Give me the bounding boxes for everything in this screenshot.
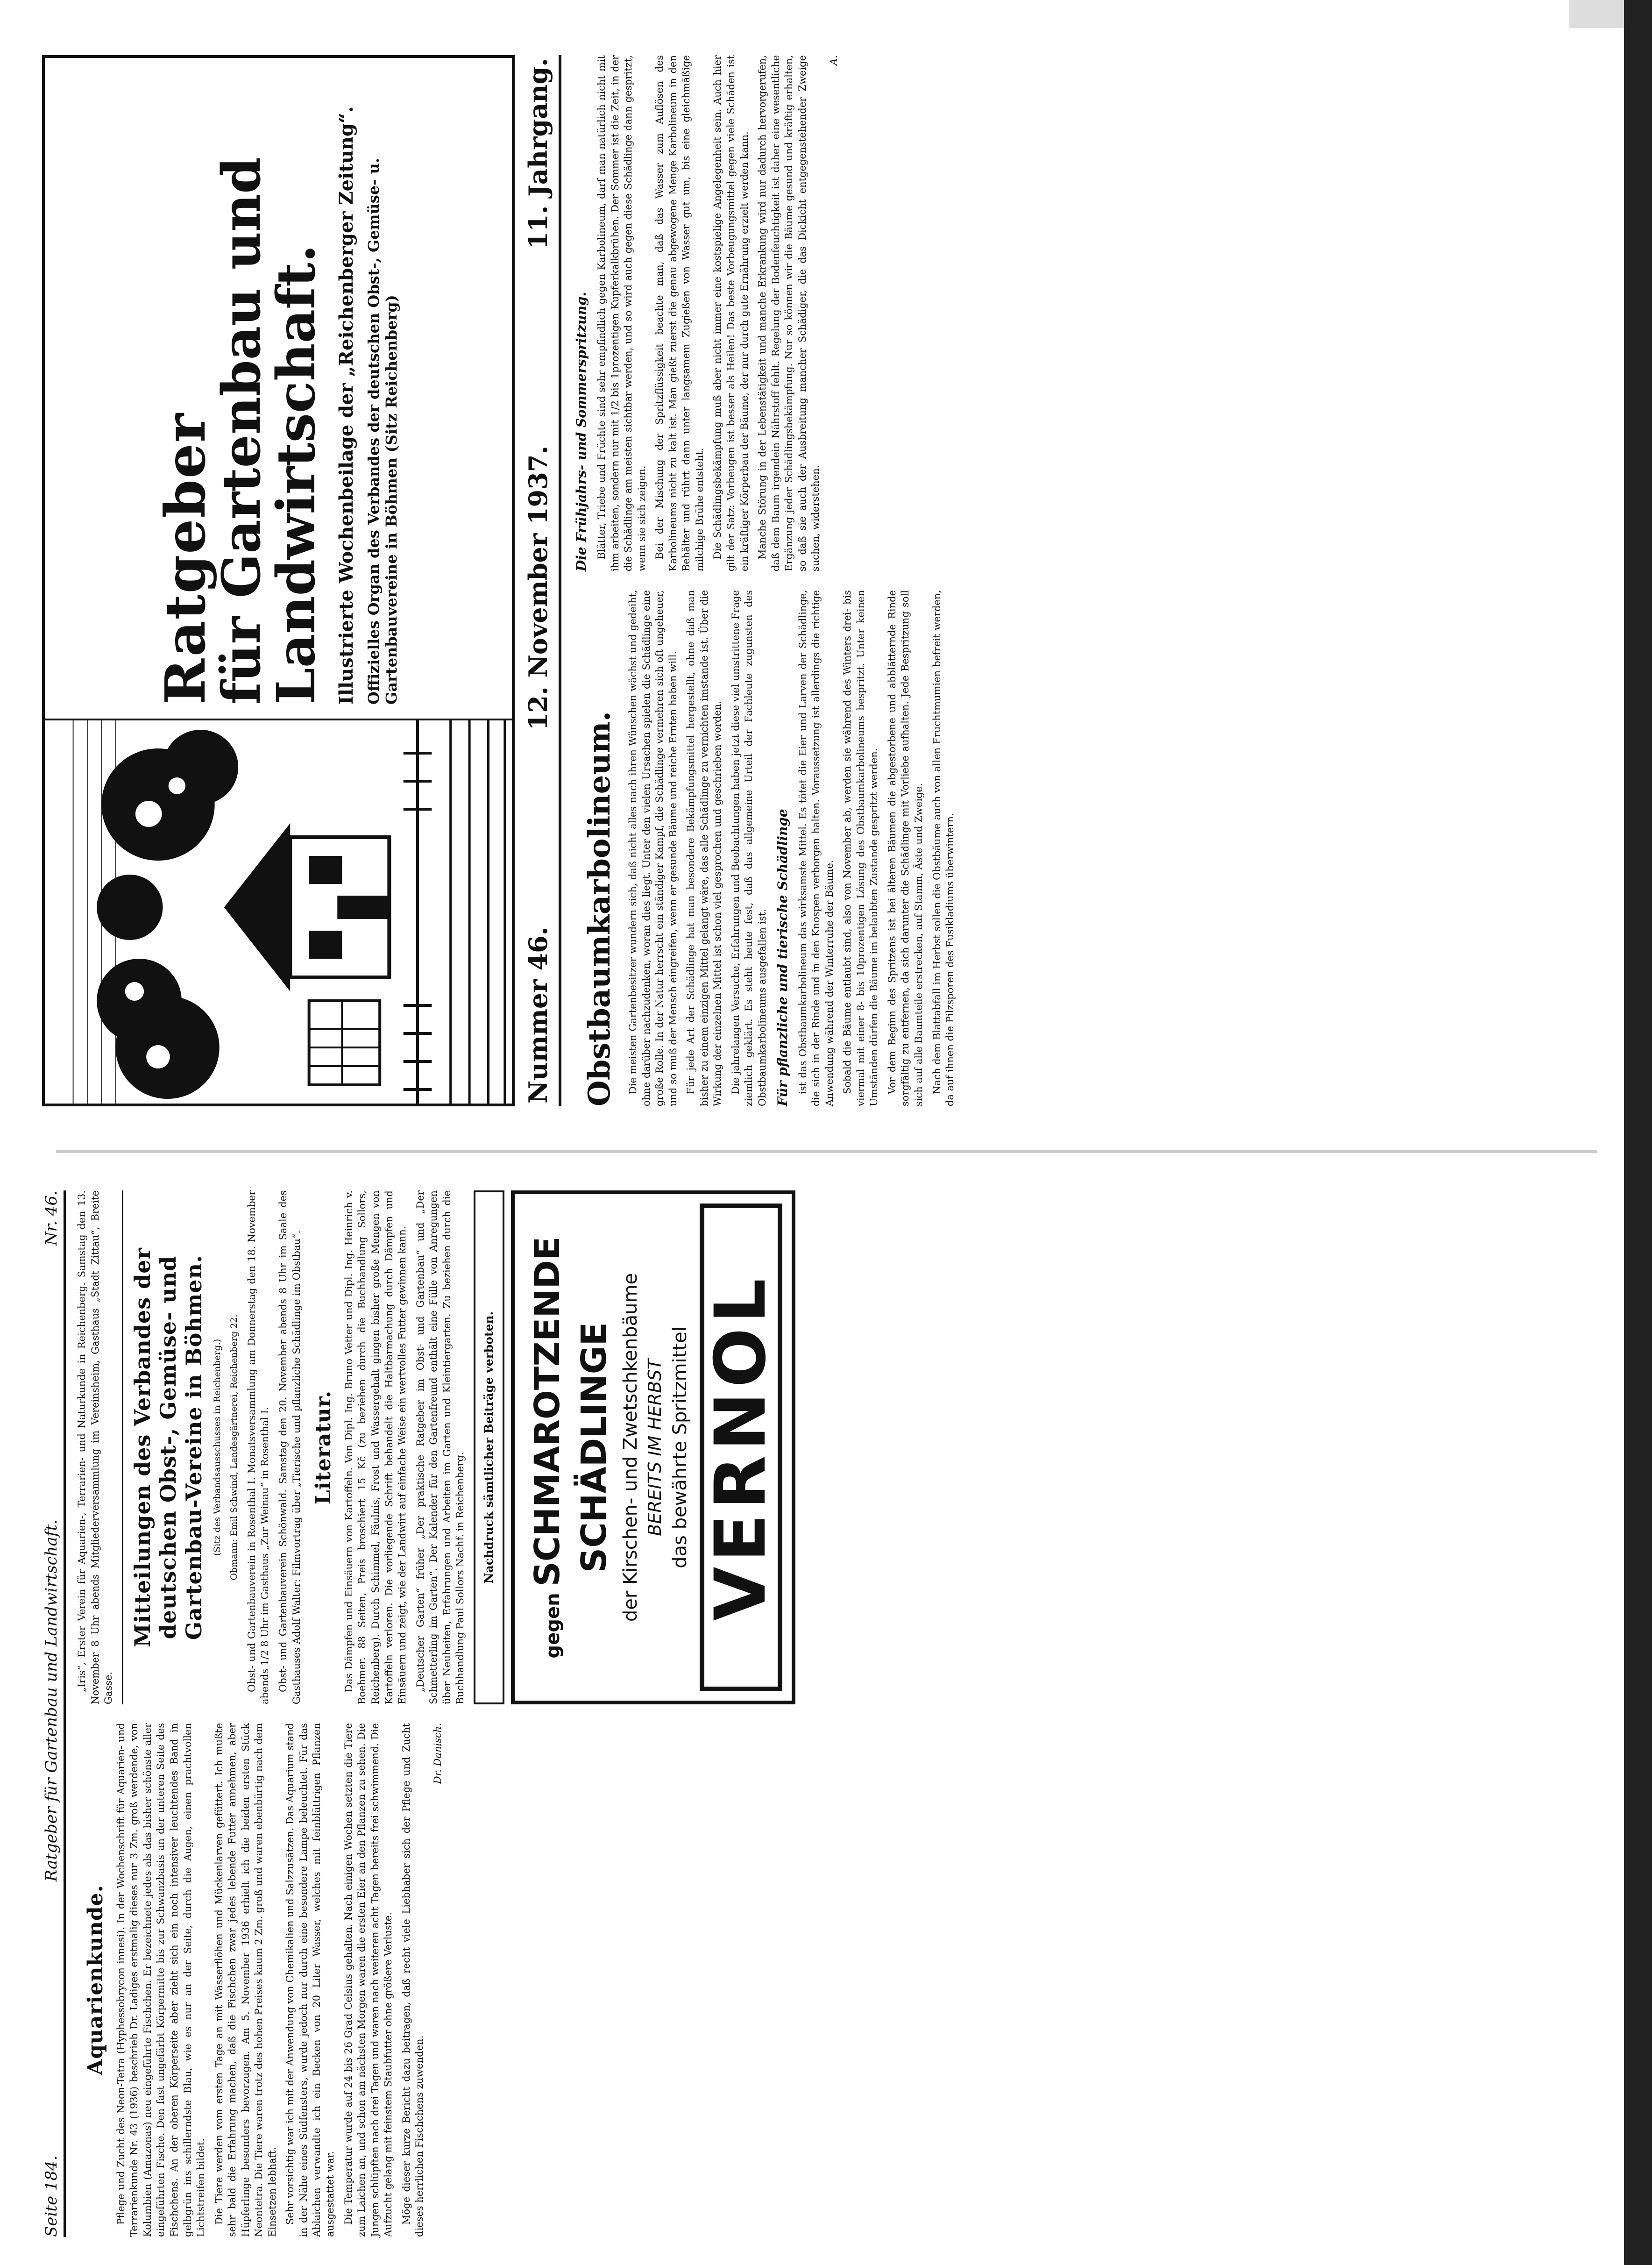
- issue-number: Nummer 46.: [523, 926, 553, 1104]
- vernol-advertisement: [511, 1190, 795, 1704]
- association-title: Mitteilungen des Verbandes der deutschen Obst-, Gemüse- und Gartenbau-Vereine in Böhmen.: [129, 1247, 207, 1647]
- issue-line: [515, 55, 561, 1106]
- article-subhead: Die Frühjahrs- und Sommerspritzung.: [574, 292, 589, 571]
- masthead: [42, 55, 515, 1106]
- ad-line1: [524, 1204, 571, 1691]
- ad-line4: BEREITS IM HERBST: [645, 1359, 666, 1536]
- issue-volume: 11. Jahrgang.: [523, 58, 553, 249]
- article-column-2: [571, 55, 962, 571]
- paragraph: Vor dem Beginn des Spritzens ist bei älteren Bäumen die abgestorbene und abblätternde Rinde sorgfältig zu entfernen, da sich darunter die Schädlinge mit Vorliebe aufhalten. Jede Bespritzung soll sich auf alle Baumteile erstrecken, auf Stamm, Äste und Zweige.: [886, 590, 924, 1106]
- garden-illustration: [45, 719, 512, 1104]
- masthead-text: [45, 58, 512, 719]
- signature: Dr. Danisch.: [432, 1723, 443, 1784]
- association-subtitle: (Sitz des Verbandsausschusses in Reichenberg.): [212, 1339, 223, 1556]
- ad-line3: der Kirschen- und Zwetschkenbäume: [620, 1273, 642, 1622]
- paragraph: ist das Obstbaumkarbolineum das wirksamste Mittel. Es tötet die Eier und Larven der Schädlinge, die sich in der Rinde und in den Knospen verborgen halten. Voraussetzung ist allerdings die richtige Anwendung während der Winterruhe der Bäume.: [797, 590, 835, 1106]
- right-page: [42, 55, 1602, 1106]
- article-title: Obstbaumkarbolineum.: [582, 711, 617, 1106]
- paragraph: Das Dämpfen und Einsäuern von Kartoffeln. Von Dipl. Ing. Bruno Vetter und Dipl. Ing. Heinrich v. Boehmer. 88 Seiten, Preis broschiert 15 Kč (zu beziehen durch die Buchhandlung Sollors, Reichenberg). Durch Schimmel, Fäulnis, Frost und Wassergehalt gingen bisher große Mengen von Kartoffeln verloren. Die vorliegende Schrift behandelt die Haltbarmachung durch Dämpfen und Einsäuern und zeigt, wie der Landwirt auf einfache Weise ein wertvolles Futter gewinnen kann.: [343, 1190, 408, 1704]
- paragraph: Möge dieser kurze Bericht dazu beitragen, daß recht viele Liebhaber sich der Pflege und Zucht dieses herrlichen Fischchens zuwenden.: [400, 1723, 425, 2237]
- masthead-subtitle: Illustrierte Wochenbeilage der „Reichenberger Zeitung“.: [335, 106, 358, 705]
- paragraph: Die Schädlingsbekämpfung muß aber nicht immer eine kostspielige Angelegenheit sein. Auch hier gilt der Satz: Vorbeugen ist besser als Heilen! Das beste Vorbeugungsmittel gegen viele Schäden ist ein kräftiger Körperbau der Bäume, der nur durch gute Ernährung erzielt werden kann.: [712, 55, 750, 571]
- page-fold: [56, 1150, 1597, 1153]
- paragraph: Die Tiere werden vom ersten Tage an mit Wasserflöhen und Mückenlarven gefüttert. Ich mußte sehr bald die Erfahrung machen, daß die Fischchen zwar jedes lebende Futter annehmen, aber Hüpferlinge besonders bevorzugen. Am 5. November 1936 erhielt ich die beiden ersten Stück Neontetra. Die Tiere waren trotz des hohen Preises kaum 2 Zm. groß und waren ebenbürtig nach dem Einsetzen lebhaft.: [213, 1723, 278, 2237]
- paragraph: Obst- und Gartenbauverein in Rosenthal I. Monatsversammlung am Donnerstag den 18. November abends 1/2 8 Uhr im Gasthaus „Zur Weinau“ in Rosenthal I.: [246, 1190, 271, 1704]
- page-number: Seite 184.: [42, 2155, 61, 2237]
- club-notice: „Iris“, Erster Verein für Aquarien-, Terrarien- und Naturkunde in Reichenberg. Samstag den 13. November 8 Uhr abends Mitgliederversammlung im Vereinsheim, Gasthaus „Stadt Zittau“, Breite Gasse.: [76, 1190, 114, 1704]
- article-subhead: Für pflanzliche und tierische Schädlinge: [774, 809, 790, 1106]
- paragraph: Bei der Mischung der Spritzflüssigkeit beachte man, daß das Wasser zum Auflösen des Karbolineums nicht zu kalt ist. Man gießt zuerst die genau abgewogene Menge Karbolineum in den Behälter und rührt dann unter langsamem Zugießen von Wasser gut um, bis eine gleichmäßige milchige Brühe entsteht.: [654, 55, 705, 571]
- article-column-1: [571, 590, 962, 1106]
- masthead-title-line2: für Gartenbau und Landwirtschaft.: [211, 157, 327, 705]
- paragraph: Die Temperatur wurde auf 24 bis 26 Grad Celsius gehalten. Nach einigen Wochen setzten die Tiere zum Laichen an, und schon am nächsten Morgen waren die ersten Eier an den Pflanzen zu sehen. Die Jungen schlüpften nach drei Tagen und waren nach weiteren acht Tagen bereits frei schwimmend. Die Aufzucht gelang mit feinstem Staubfutter ohne größere Verluste.: [342, 1723, 394, 2237]
- section-title: Aquarienkunde.: [84, 1885, 107, 2075]
- issue-date: 12. November 1937.: [523, 445, 553, 731]
- left-columns: [75, 1190, 795, 2237]
- paragraph: Sobald die Bäume entlaubt sind, also von November ab, werden sie während des Winters drei- bis viermal mit einer 8- bis 10prozentigen Lösung des Obstbaumkarbolineums bespritzt. Unter keinen Umständen dürfen die Bäume im belaubten Zustande gespritzt werden.: [842, 590, 880, 1106]
- paragraph: Für jede Art der Schädlinge hat man besondere Bekämpfungsmittel hergestellt, ohne daß man bisher zu einem einzigen Mittel gelangt wäre, das alle Schädlinge zu vernichten imstande ist. Über die Wirkung der einzelnen Mittel ist schon viel gesprochen und geschrieben worden.: [685, 590, 723, 1106]
- signature: A.: [828, 55, 839, 65]
- paragraph: Die jahrelangen Versuche, Erfahrungen und Beobachtungen haben jetzt diese viel umstrittene Frage ziemlich geklärt. Es steht heute fest, daß das allgemeine Urteil der Fachleute zugunsten des Obstbaumkarbolineums ausgefallen ist.: [730, 590, 768, 1106]
- ad-line5: das bewährte Spritzmittel: [669, 1326, 691, 1568]
- left-page: [42, 1190, 1602, 2237]
- right-columns: [571, 55, 962, 1106]
- literature-title: Literatur.: [312, 1390, 336, 1505]
- divider-rule: [122, 1190, 123, 1704]
- paragraph: Sehr vorsichtig war ich mit der Anwendung von Chemikalien und Salzzusätzen. Das Aquarium stand in der Nähe eines Südfensters, wurde jedoch nur durch eine besondere Lampe beleuchtet. Für das Ablaichen verwandte ich ein Becken von 20 Liter Wasser, welches mit feinblättrigen Pflanzen ausgestattet war.: [284, 1723, 336, 2237]
- running-head: [42, 1190, 66, 2237]
- column-notices: [75, 1190, 795, 1704]
- running-title: Ratgeber für Gartenbau und Landwirtschaft.: [42, 1519, 61, 1882]
- masthead-organ: Offizielles Organ des Verbandes der deutschen Obst-, Gemüse- u. Gartenbauvereine in Böhmen (Sitz Reichenberg): [365, 158, 401, 705]
- paragraph: Die meisten Gartenbesitzer wundern sich, daß nicht alles nach ihren Wünschen wächst und gedeiht, ohne darüber nachzudenken, woran dies liegt. Unter den vielen Ursachen spielen die Schädlinge eine große Rolle. In der Natur herrscht ein ständiger Kampf, die Schädlinge vermehren sich oft ungeheuer, und so muß der Mensch eingreifen, wenn er gesunde Bäume und reiche Ernten haben will.: [627, 590, 679, 1106]
- paragraph: Pflege und Zucht des Neon-Tetra (Hyphessobrycon innesi). In der Wochenschrift für Aquarien- und Terrarienkunde Nr. 43 (1936) beschrieb Dr. Ladiges erstmalig dieses nur 3 Zm. groß werdende, von Kolumbien (Amazonas) neu eingeführte Fischchen. Er bezeichnete jedes als das bisher schönste aller eingeführten Fische. Den fast ungefärbt Körpermitte bis zur Schwanzbasis an der unteren Seite des Fischchens. An der oberen Körperseite aber zieht sich ein noch intensiver leuchtendes Band in gelbgrün ins schillerndste Blau, wie es nur an der Seite, durch die Augen, einen prachtvollen Lichtstreifen bildet.: [115, 1723, 207, 2237]
- issue-number: Nr. 46.: [42, 1190, 61, 1246]
- reprint-notice: Nachdruck sämtlicher Beiträge verboten.: [474, 1190, 504, 1704]
- paragraph: Manche Störung in der Lebenstätigkeit und manche Erkrankung wird nur dadurch hervorgerufen, daß dem Baum irgendein Nährstoff fehlt. Regelung der Bodenfeuchtigkeit ist daher eine wesentliche Ergänzung jeder Schädlingsbekämpfung. Nur so können wir die Bäume gesund und kräftig erhalten, so daß sie auch der Ausbreitung mancher Schädiger, die das Dickicht entgegenstehender Zweige suchen, widerstehen.: [757, 55, 822, 571]
- ad-headline: SCHMAROTZENDE: [527, 1236, 567, 1587]
- paragraph: Obst- und Gartenbauverein Schönwald. Samstag den 20. November abends 8 Uhr im Saale des Gasthauses Adolf Walter: Filmvortrag über „Tierische und pflanzliche Schädlinge im Obstbau“.: [277, 1190, 302, 1704]
- ad-prefix: gegen: [542, 1593, 564, 1659]
- masthead-title: Ratgeber: [152, 412, 218, 705]
- ad-line2: SCHÄDLINGE: [574, 1322, 615, 1573]
- association-address: Obmann: Emil Schwind, Landesgärtnerei, Reichenberg 22.: [229, 1314, 240, 1581]
- paragraph: Blätter, Triebe und Früchte sind sehr empfindlich gegen Karbolineum, darf man natürlich nicht mit ihm arbeiten, sondern nur mit 1/2 bis 1prozentigen Kupferkalkbrühen. Der Sommer ist die Zeit, in der die Schädlinge am meisten sichtbar werden, und so wird auch gegen diese Schädlinge dann gespritzt, wenn sie sich zeigen.: [596, 55, 647, 571]
- paragraph: Nach dem Blattabfall im Herbst sollen die Obstbäume auch von allen Fruchtmumien befreit werden, da auf ihnen die Pilzsporen des Fusikladiums überwintern.: [931, 590, 956, 1106]
- garden-illustration-icon: [45, 720, 512, 1104]
- column-aquarium: [75, 1723, 795, 2237]
- paragraph: „Deutscher Garten“ früher „Der praktische Ratgeber im Obst- und Gartenbau“ und „Der Schmetterling im Garten“. Der Kalender für den Gartenfreund enthält eine Fülle von Anregungen über Neuheiten, Erfahrungen und Arbeiten im Garten und Kleintiergarten. Zu beziehen durch die Buchhandlung Paul Sollors Nachf. in Reichenberg.: [414, 1190, 466, 1704]
- ad-brand-logo: VERNOL: [700, 1204, 783, 1691]
